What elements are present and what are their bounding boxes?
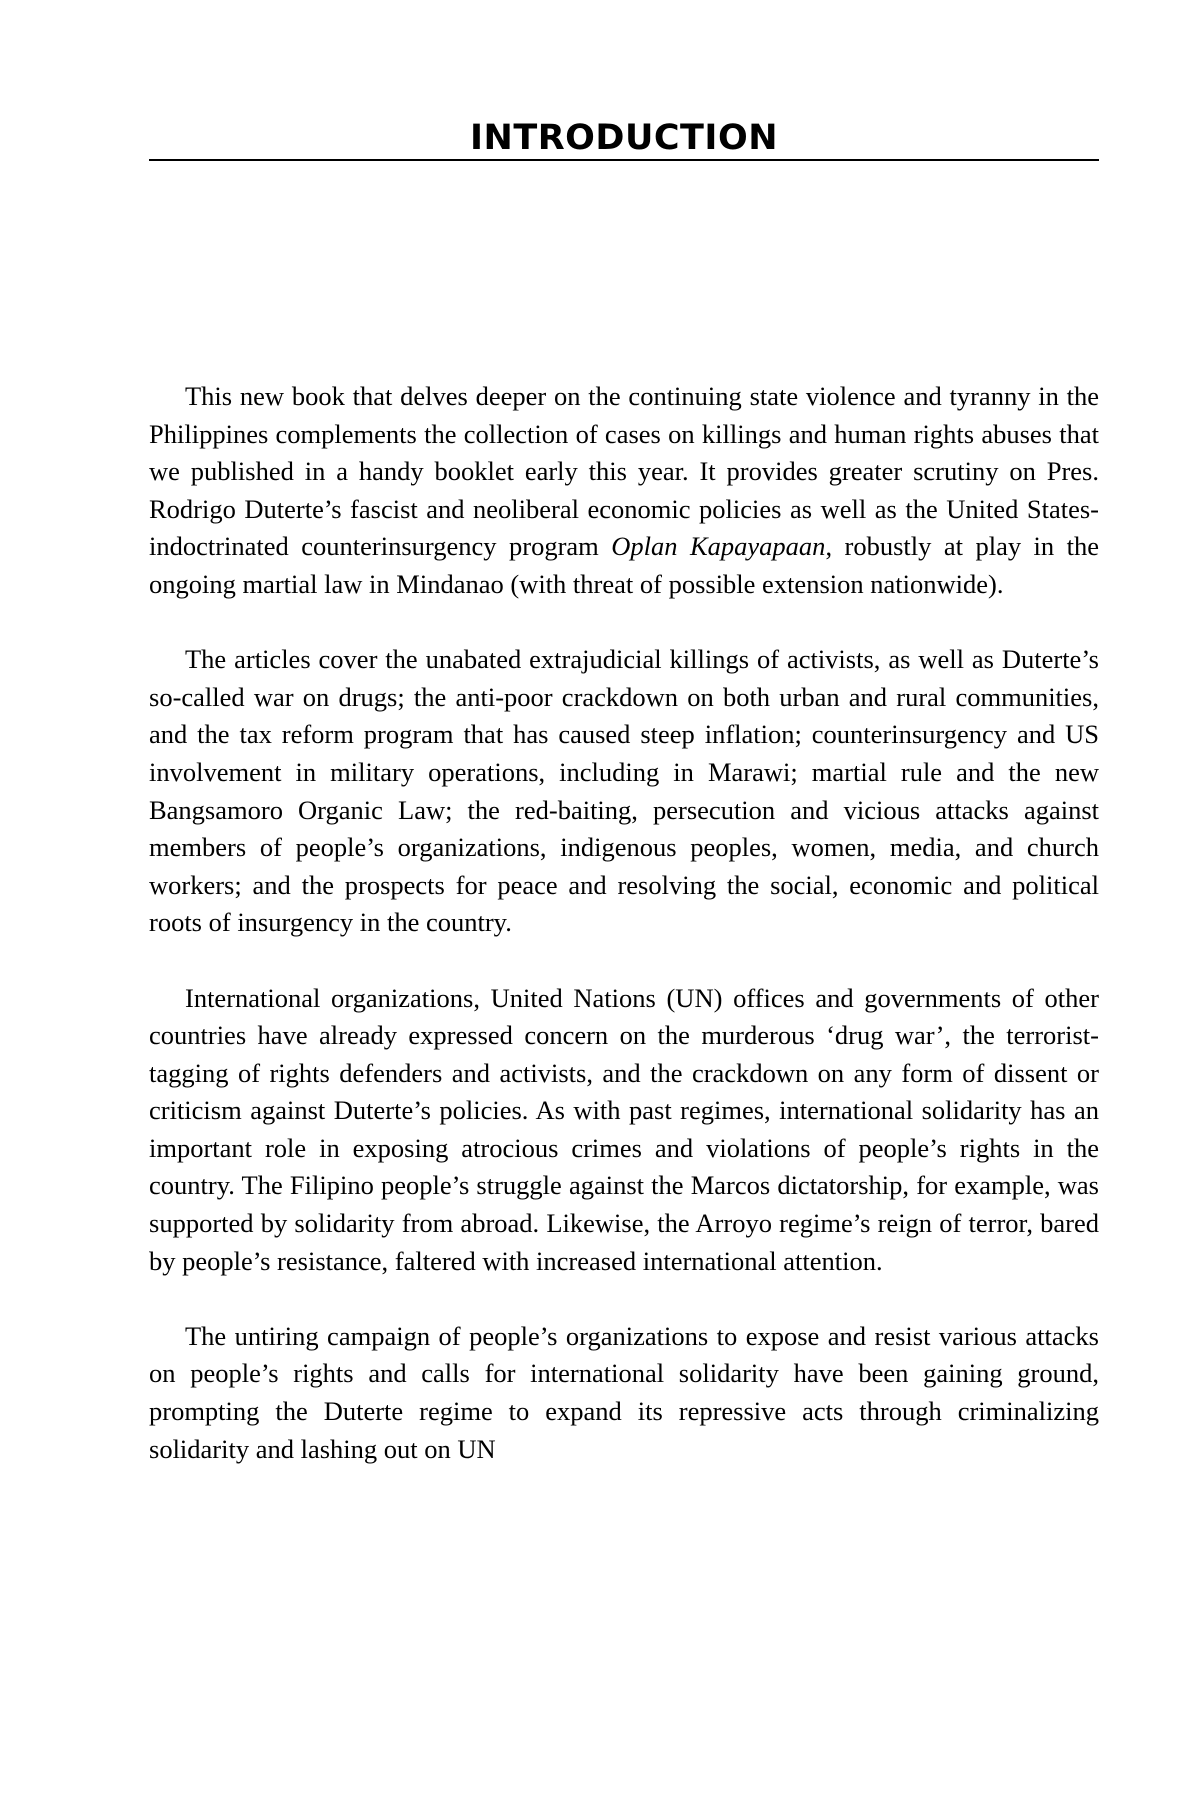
paragraph-4: The untiring campaign of people’s organizations to expose and resist various attacks on people’s rights and calls for international solidarity have been gaining ground, prompting the Duterte regime to expand its repressive acts through criminalizing solidarity and lashing out on UN bbox=[149, 1320, 1099, 1464]
paragraph-1-text-b: , robustly at play in the ongoing martial law in Mindanao (with threat of possible extension nationwide). bbox=[149, 531, 1100, 599]
paragraph-1 bbox=[149, 378, 1099, 604]
paragraph-1-text-a: This new book that delves deeper on the continuing state violence and tyranny in the Philippines complements the collection of cases on killings and human rights abuses that we published in a handy booklet early this year. It provides greater scrutiny on Pres. Rodrigo Duterte’s fascist and neoliberal economic policies as well as the United States-indoctrinated counterinsurgency program bbox=[149, 381, 1099, 562]
paragraph-2: The articles cover the unabated extrajudicial killings of activists, as well as Duterte’s so-called war on drugs; the anti-poor crackdown on both urban and rural communities, and the tax reform program that has caused steep inflation; counterinsurgency and US involvement in military operations, including in Marawi; martial rule and the new Bangsamoro Organic Law; the red-baiting, persecution and vicious attacks against members of people’s organizations, indigenous peoples, women, media, and church workers; and the prospects for peace and resolving the social, economic and political roots of insurgency in the country. bbox=[149, 644, 1099, 938]
page-title: INTRODUCTION bbox=[470, 118, 778, 159]
body-text bbox=[149, 378, 1099, 1468]
program-name-italic: Oplan Kapayapaan bbox=[611, 531, 826, 562]
title-divider bbox=[149, 159, 1099, 161]
paragraph-3: International organizations, United Nations (UN) offices and governments of other countries have already expressed concern on the murderous ‘drug war’, the terrorist-tagging of rights defenders and activists, and the crackdown on any form of dissent or criticism against Duterte’s policies. As with past regimes, international solidarity has an important role in exposing atrocious crimes and violations of people’s rights in the country. The Filipino people’s struggle against the Marcos dictatorship, for example, was supported by solidarity from abroad. Likewise, the Arroyo regime’s reign of terror, bared by people’s resistance, faltered with increased international attention. bbox=[149, 982, 1099, 1276]
